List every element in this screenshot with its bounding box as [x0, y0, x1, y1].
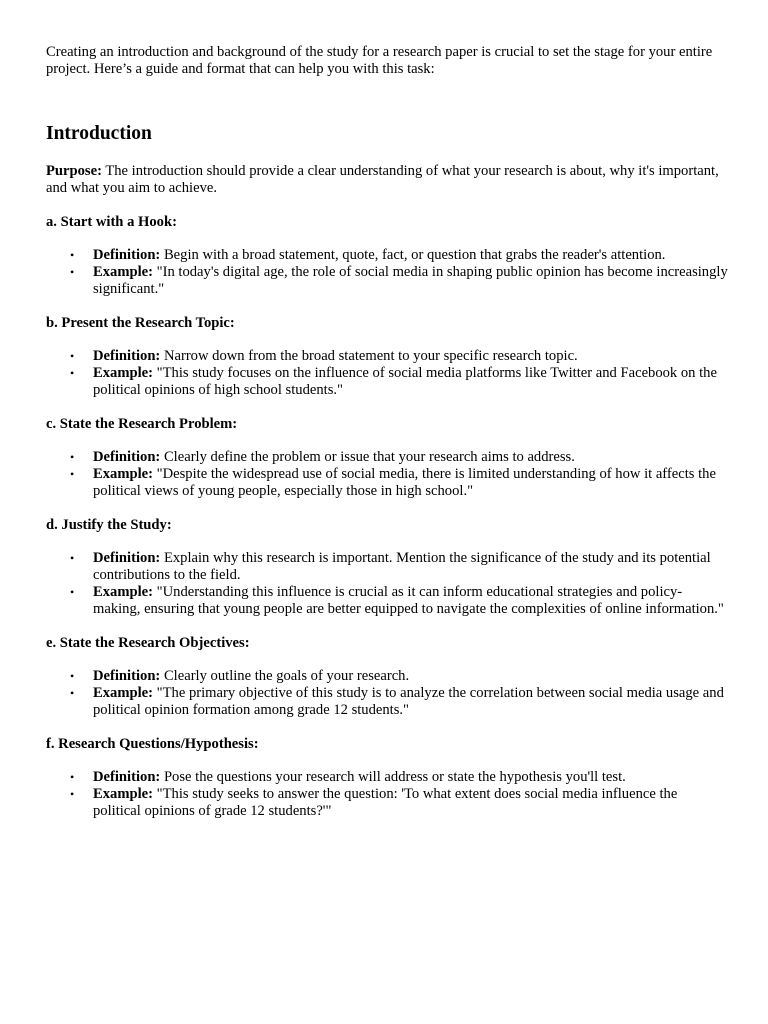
section-heading-introduction: Introduction — [46, 123, 152, 144]
example-item-text: "This study focuses on the influence of social media platforms like Twitter and Facebook on the political opinions of high school students." — [93, 365, 717, 398]
bullet-list — [46, 247, 728, 298]
bullet-icon: • — [70, 787, 75, 801]
example-item-label: Example: — [93, 365, 153, 381]
purpose-label: Purpose: — [46, 163, 102, 179]
example-item-label: Example: — [93, 264, 153, 280]
bullet-icon: • — [70, 450, 75, 464]
example-item — [70, 264, 728, 298]
bullet-icon: • — [70, 669, 75, 683]
example-item-text: "Understanding this influence is crucial as it can inform educational strategies and policy-making, ensuring that young people are better equipped to navigate the complexities of online information." — [93, 584, 724, 617]
intro-paragraph: Creating an introduction and background of the study for a research paper is crucial to set the stage for your entire project. Here’s a guide and format that can help you with this task: — [46, 44, 713, 77]
bullet-icon: • — [70, 770, 75, 784]
sections-container — [46, 214, 728, 820]
example-item — [70, 685, 728, 719]
bullet-list — [46, 550, 728, 618]
definition-item — [70, 247, 728, 264]
definition-item — [70, 550, 728, 584]
bullet-icon: • — [70, 366, 75, 380]
subsection-title: b. Present the Research Topic: — [46, 315, 235, 331]
definition-item-label: Definition: — [93, 449, 161, 465]
definition-item-text: Clearly outline the goals of your research. — [160, 668, 410, 684]
example-item — [70, 365, 728, 399]
bullet-icon: • — [70, 349, 75, 363]
example-item-text: "This study seeks to answer the question: 'To what extent does social media influence the political opinions of grade 12 students?'" — [93, 786, 678, 819]
purpose-text: The introduction should provide a clear understanding of what your research is about, why it's important, and what you aim to achieve. — [46, 163, 719, 196]
definition-item — [70, 348, 728, 365]
subsection-title: e. State the Research Objectives: — [46, 635, 250, 651]
definition-item-label: Definition: — [93, 769, 161, 785]
definition-item-text: Explain why this research is important. Mention the significance of the study and its potential contributions to the field. — [93, 550, 711, 583]
example-item — [70, 466, 728, 500]
bullet-icon: • — [70, 248, 75, 262]
bullet-list — [46, 348, 728, 399]
definition-item-label: Definition: — [93, 550, 161, 566]
bullet-list — [46, 449, 728, 500]
definition-item-text: Pose the questions your research will address or state the hypothesis you'll test. — [160, 769, 626, 785]
definition-item — [70, 668, 728, 685]
bullet-icon: • — [70, 585, 75, 599]
definition-item-text: Narrow down from the broad statement to your specific research topic. — [160, 348, 578, 364]
example-item-text: "In today's digital age, the role of social media in shaping public opinion has become increasingly significant." — [93, 264, 728, 297]
example-item-label: Example: — [93, 685, 153, 701]
example-item-label: Example: — [93, 584, 153, 600]
example-item-text: "The primary objective of this study is to analyze the correlation between social media usage and political opinion formation among grade 12 students." — [93, 685, 724, 718]
subsection-title: a. Start with a Hook: — [46, 214, 177, 230]
bullet-icon: • — [70, 265, 75, 279]
example-item — [70, 584, 728, 618]
example-item-text: "Despite the widespread use of social media, there is limited understanding of how it affects the political views of young people, especially those in high school." — [93, 466, 716, 499]
definition-item-text: Clearly define the problem or issue that your research aims to address. — [160, 449, 575, 465]
purpose-paragraph — [46, 163, 728, 197]
bullet-list — [46, 769, 728, 820]
subsection-title: d. Justify the Study: — [46, 517, 172, 533]
definition-item-text: Begin with a broad statement, quote, fact, or question that grabs the reader's attention. — [160, 247, 666, 263]
definition-item-label: Definition: — [93, 348, 161, 364]
example-item — [70, 786, 728, 820]
example-item-label: Example: — [93, 786, 153, 802]
definition-item — [70, 449, 728, 466]
bullet-icon: • — [70, 551, 75, 565]
bullet-icon: • — [70, 686, 75, 700]
bullet-list — [46, 668, 728, 719]
bullet-icon: • — [70, 467, 75, 481]
example-item-label: Example: — [93, 466, 153, 482]
definition-item-label: Definition: — [93, 247, 161, 263]
definition-item — [70, 769, 728, 786]
definition-item-label: Definition: — [93, 668, 161, 684]
subsection-title: c. State the Research Problem: — [46, 416, 238, 432]
subsection-title: f. Research Questions/Hypothesis: — [46, 736, 259, 752]
